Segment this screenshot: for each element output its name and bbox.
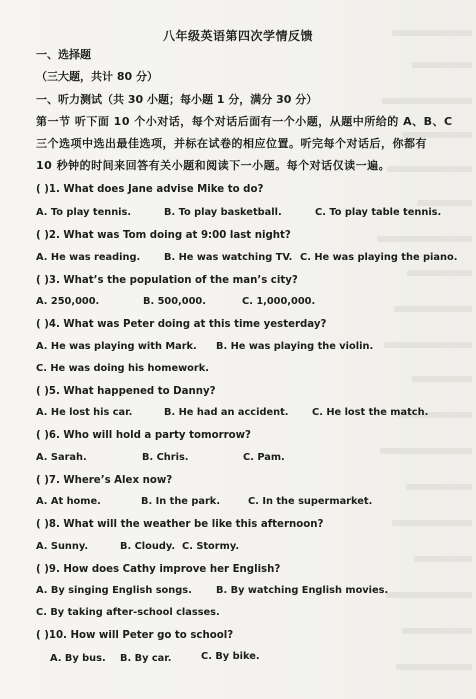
option-b[interactable]: B. He was watching TV. [164,252,293,263]
page-title: 八年级英语第四次学情反馈 [162,29,313,43]
option-c[interactable]: C. By taking after-school classes. [36,607,220,618]
section-summary: （三大题，共计 80 分） [36,70,158,83]
option-c[interactable]: C. He lost the match. [312,407,429,418]
option-c[interactable]: C. By bike. [201,651,260,662]
option-b[interactable]: B. Cloudy. [120,541,176,552]
option-a[interactable]: A. Sunny. [36,541,89,552]
section-heading: 一、选择题 [36,48,91,61]
question-stem: ( )2. What was Tom doing at 9:00 last night? [36,230,291,241]
option-c[interactable]: C. He was playing the piano. [300,252,458,263]
option-a[interactable]: A. To play tennis. [36,207,132,218]
option-c[interactable]: C. To play table tennis. [315,207,442,218]
option-b[interactable]: B. By car. [120,653,172,664]
question-stem: ( )4. What was Peter doing at this time yesterday? [36,319,327,330]
option-c[interactable]: C. Stormy. [182,541,240,552]
option-c[interactable]: C. He was doing his homework. [36,363,209,374]
question-stem: ( )10. How will Peter go to school? [36,630,234,641]
question-stem: ( )9. How does Cathy improve her English? [36,564,281,575]
option-a[interactable]: A. 250,000. [36,296,100,307]
question-stem: ( )6. Who will hold a party tomorrow? [36,430,251,441]
option-b[interactable]: B. He had an accident. [164,407,289,418]
question-stem: ( )1. What does Jane advise Mike to do? [36,184,264,195]
option-a[interactable]: A. By singing English songs. [36,585,192,596]
option-a[interactable]: A. He was reading. [36,252,141,263]
question-stem: ( )5. What happened to Danny? [36,386,216,397]
option-b[interactable]: B. Chris. [142,452,189,463]
option-c[interactable]: C. Pam. [243,452,285,463]
question-stem: ( )8. What will the weather be like this afternoon? [36,519,324,530]
instruction-line: 三个选项中选出最佳选项，并标在试卷的相应位置。听完每个对话后，你都有 [36,137,427,150]
instruction-line: 10 秒钟的时间来回答有关小题和阅读下一小题。每个对话仅读一遍。 [36,159,391,172]
option-b[interactable]: B. He was playing the violin. [216,341,374,352]
option-a[interactable]: A. He lost his car. [36,407,133,418]
instruction-line: 第一节 听下面 10 个小对话，每个对话后面有一个小题，从题中所给的 A、B、C [36,115,453,128]
option-a[interactable]: A. Sarah. [36,452,87,463]
option-a[interactable]: A. At home. [36,496,101,507]
option-c[interactable]: C. In the supermarket. [248,496,373,507]
option-c[interactable]: C. 1,000,000. [242,296,316,307]
question-stem: ( )7. Where’s Alex now? [36,475,173,486]
option-a[interactable]: A. By bus. [50,653,106,664]
listening-header: 一、听力测试（共 30 小题；每小题 1 分，满分 30 分） [36,93,318,106]
option-b[interactable]: B. 500,000. [143,296,206,307]
option-b[interactable]: B. In the park. [141,496,221,507]
question-stem: ( )3. What’s the population of the man’s city? [36,275,298,286]
option-a[interactable]: A. He was playing with Mark. [36,341,197,352]
option-b[interactable]: B. To play basketball. [164,207,282,218]
option-b[interactable]: B. By watching English movies. [216,585,389,596]
